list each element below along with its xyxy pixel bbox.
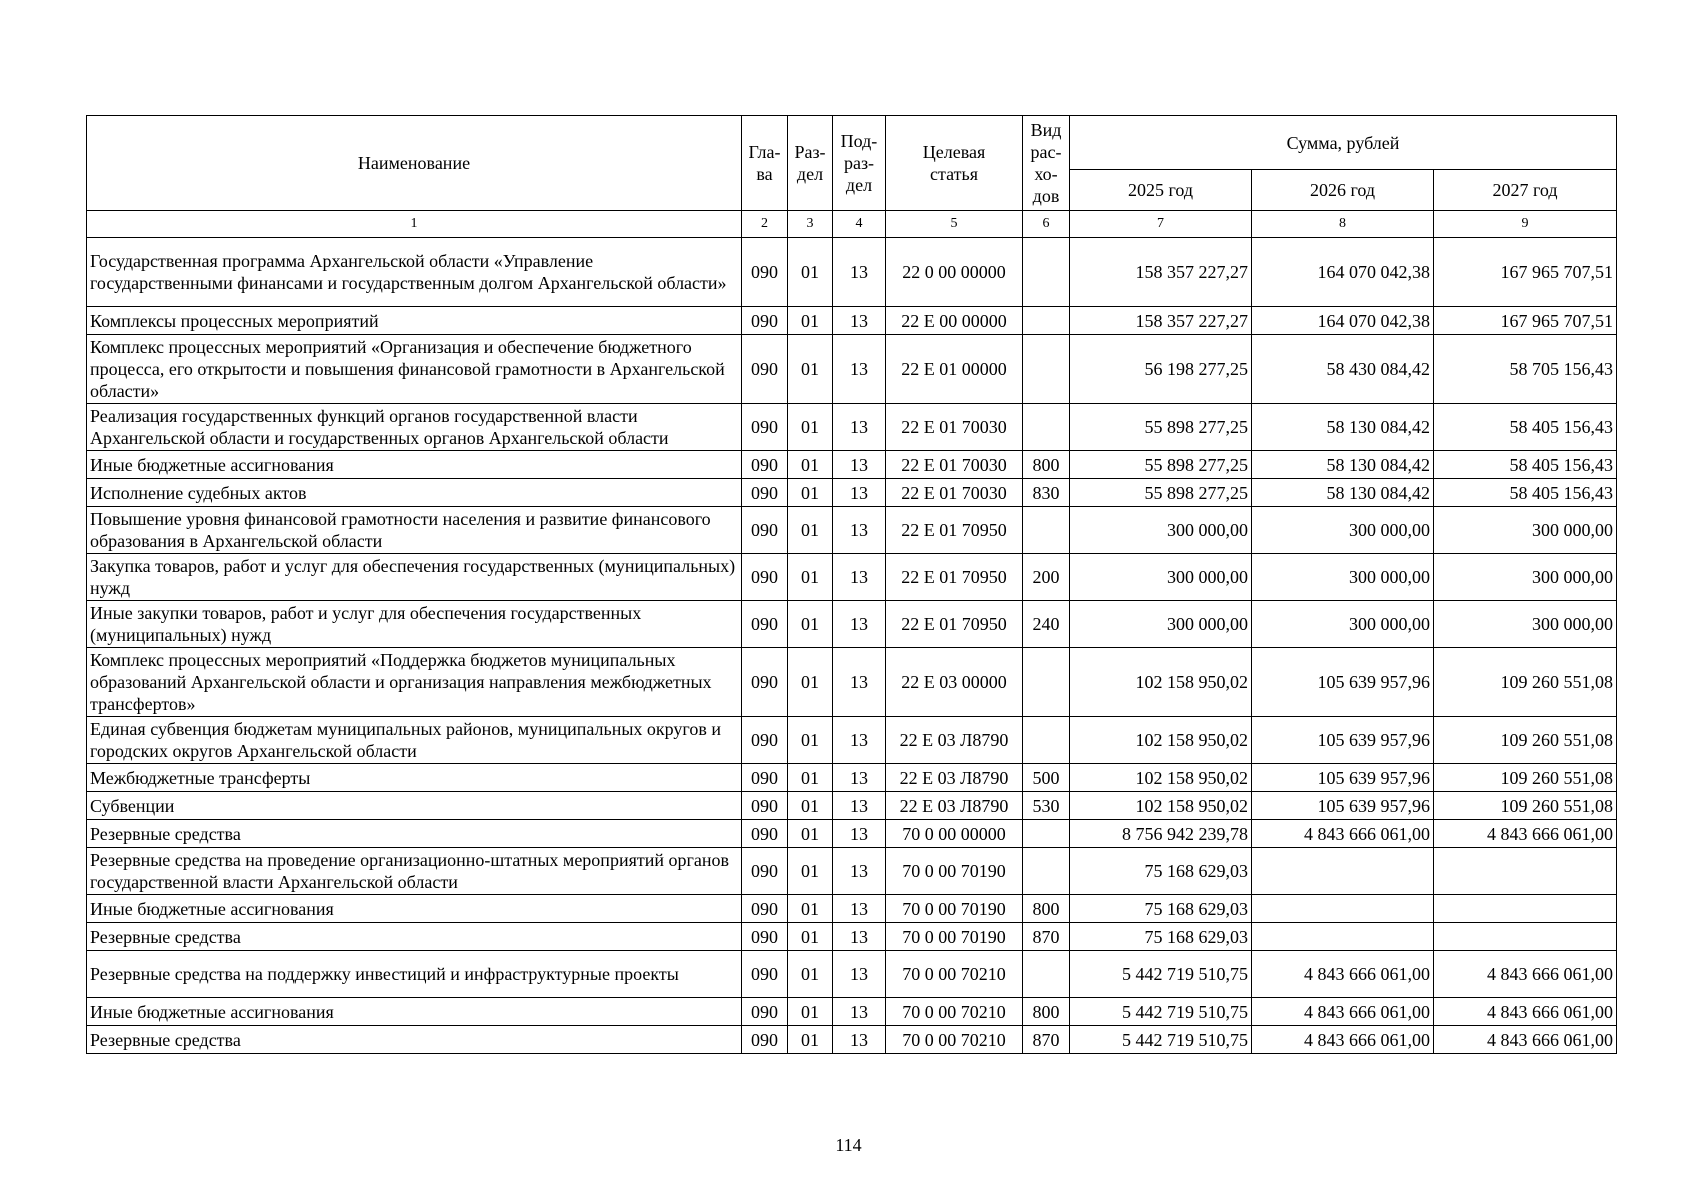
row-amount-2025: 300 000,00 [1070, 554, 1252, 601]
row-razdel: 01 [788, 554, 833, 601]
row-glava: 090 [742, 307, 788, 335]
row-vid-rashodov [1023, 648, 1070, 717]
row-amount-2026: 105 639 957,96 [1252, 648, 1434, 717]
row-glava: 090 [742, 895, 788, 923]
row-razdel: 01 [788, 307, 833, 335]
row-celevaya-statya: 22 Е 00 00000 [886, 307, 1023, 335]
col-number: 4 [833, 211, 886, 238]
row-amount-2026: 58 130 084,42 [1252, 451, 1434, 479]
col-header-year-2027: 2027 год [1434, 170, 1617, 211]
row-celevaya-statya: 70 0 00 70210 [886, 951, 1023, 998]
row-name: Межбюджетные трансферты [87, 764, 742, 792]
row-name: Комплекс процессных мероприятий «Организация и обеспечение бюджетного процесса, его открытости и повышения финансовой грамотности в Архангельской области» [87, 335, 742, 404]
row-amount-2027: 4 843 666 061,00 [1434, 820, 1617, 848]
row-name: Государственная программа Архангельской области «Управление государственными финансами и государственным долгом Архангельской области» [87, 238, 742, 307]
row-glava: 090 [742, 848, 788, 895]
row-glava: 090 [742, 451, 788, 479]
row-razdel: 01 [788, 717, 833, 764]
row-celevaya-statya: 22 Е 01 70950 [886, 507, 1023, 554]
row-podrazdel: 13 [833, 848, 886, 895]
row-amount-2025: 75 168 629,03 [1070, 848, 1252, 895]
row-vid-rashodov [1023, 238, 1070, 307]
row-amount-2027: 58 405 156,43 [1434, 451, 1617, 479]
table-row [87, 601, 1617, 648]
row-celevaya-statya: 22 0 00 00000 [886, 238, 1023, 307]
row-celevaya-statya: 22 Е 01 70030 [886, 479, 1023, 507]
col-number: 8 [1252, 211, 1434, 238]
row-celevaya-statya: 70 0 00 70210 [886, 1026, 1023, 1054]
table-row [87, 648, 1617, 717]
row-razdel: 01 [788, 764, 833, 792]
budget-table [86, 115, 1617, 1054]
row-celevaya-statya: 22 Е 03 00000 [886, 648, 1023, 717]
row-vid-rashodov [1023, 507, 1070, 554]
col-number: 1 [87, 211, 742, 238]
row-amount-2027 [1434, 923, 1617, 951]
row-amount-2025: 158 357 227,27 [1070, 307, 1252, 335]
table-row [87, 792, 1617, 820]
row-amount-2027: 167 965 707,51 [1434, 307, 1617, 335]
row-name: Закупка товаров, работ и услуг для обеспечения государственных (муниципальных) нужд [87, 554, 742, 601]
row-razdel: 01 [788, 451, 833, 479]
table-row [87, 238, 1617, 307]
row-name: Иные закупки товаров, работ и услуг для обеспечения государственных (муниципальных) нужд [87, 601, 742, 648]
row-podrazdel: 13 [833, 951, 886, 998]
row-name: Резервные средства на проведение организационно-штатных мероприятий органов государственной власти Архангельской области [87, 848, 742, 895]
row-glava: 090 [742, 764, 788, 792]
col-number: 6 [1023, 211, 1070, 238]
col-header-vid-rashodov: Вид рас- хо- дов [1023, 116, 1070, 211]
row-celevaya-statya: 22 Е 01 70030 [886, 404, 1023, 451]
row-amount-2027: 109 260 551,08 [1434, 717, 1617, 764]
table-row [87, 717, 1617, 764]
row-amount-2026: 4 843 666 061,00 [1252, 1026, 1434, 1054]
row-vid-rashodov [1023, 717, 1070, 764]
row-name: Резервные средства [87, 923, 742, 951]
row-amount-2026: 58 130 084,42 [1252, 404, 1434, 451]
table-row [87, 451, 1617, 479]
row-razdel: 01 [788, 792, 833, 820]
row-amount-2025: 102 158 950,02 [1070, 792, 1252, 820]
col-header-year-2026: 2026 год [1252, 170, 1434, 211]
row-podrazdel: 13 [833, 507, 886, 554]
budget-document [86, 115, 1616, 1054]
row-podrazdel: 13 [833, 601, 886, 648]
row-amount-2026: 58 130 084,42 [1252, 479, 1434, 507]
row-glava: 090 [742, 820, 788, 848]
row-glava: 090 [742, 507, 788, 554]
row-amount-2027: 58 705 156,43 [1434, 335, 1617, 404]
row-amount-2026: 164 070 042,38 [1252, 238, 1434, 307]
row-razdel: 01 [788, 923, 833, 951]
row-podrazdel: 13 [833, 820, 886, 848]
col-header-podrazdel: Под- раз- дел [833, 116, 886, 211]
row-amount-2027: 109 260 551,08 [1434, 792, 1617, 820]
row-celevaya-statya: 22 Е 01 70030 [886, 451, 1023, 479]
row-vid-rashodov: 870 [1023, 923, 1070, 951]
row-name: Единая субвенция бюджетам муниципальных районов, муниципальных округов и городских округов Архангельской области [87, 717, 742, 764]
row-name: Реализация государственных функций органов государственной власти Архангельской области и государственных органов Архангельской области [87, 404, 742, 451]
row-celevaya-statya: 70 0 00 70190 [886, 923, 1023, 951]
row-amount-2027: 109 260 551,08 [1434, 648, 1617, 717]
row-amount-2026: 300 000,00 [1252, 507, 1434, 554]
row-podrazdel: 13 [833, 648, 886, 717]
row-amount-2027: 4 843 666 061,00 [1434, 1026, 1617, 1054]
row-vid-rashodov: 800 [1023, 895, 1070, 923]
row-amount-2025: 55 898 277,25 [1070, 404, 1252, 451]
row-vid-rashodov: 800 [1023, 998, 1070, 1026]
table-row [87, 895, 1617, 923]
row-amount-2025: 75 168 629,03 [1070, 895, 1252, 923]
row-name: Исполнение судебных актов [87, 479, 742, 507]
row-vid-rashodov: 500 [1023, 764, 1070, 792]
row-vid-rashodov [1023, 820, 1070, 848]
row-amount-2027: 4 843 666 061,00 [1434, 951, 1617, 998]
row-podrazdel: 13 [833, 717, 886, 764]
row-podrazdel: 13 [833, 238, 886, 307]
col-header-celevaya-statya: Целевая статья [886, 116, 1023, 211]
row-vid-rashodov [1023, 848, 1070, 895]
row-vid-rashodov: 240 [1023, 601, 1070, 648]
row-name: Субвенции [87, 792, 742, 820]
row-razdel: 01 [788, 895, 833, 923]
row-amount-2026: 300 000,00 [1252, 554, 1434, 601]
row-podrazdel: 13 [833, 792, 886, 820]
row-glava: 090 [742, 923, 788, 951]
row-razdel: 01 [788, 601, 833, 648]
col-number: 3 [788, 211, 833, 238]
row-podrazdel: 13 [833, 335, 886, 404]
row-amount-2025: 75 168 629,03 [1070, 923, 1252, 951]
table-row [87, 951, 1617, 998]
row-glava: 090 [742, 238, 788, 307]
row-razdel: 01 [788, 404, 833, 451]
col-header-summa: Сумма, рублей [1070, 116, 1617, 170]
row-razdel: 01 [788, 848, 833, 895]
row-amount-2027: 4 843 666 061,00 [1434, 998, 1617, 1026]
row-celevaya-statya: 22 Е 01 70950 [886, 601, 1023, 648]
row-glava: 090 [742, 792, 788, 820]
row-amount-2025: 8 756 942 239,78 [1070, 820, 1252, 848]
row-name: Иные бюджетные ассигнования [87, 895, 742, 923]
row-name: Резервные средства [87, 820, 742, 848]
row-name: Иные бюджетные ассигнования [87, 451, 742, 479]
row-vid-rashodov: 800 [1023, 451, 1070, 479]
row-name: Иные бюджетные ассигнования [87, 998, 742, 1026]
row-glava: 090 [742, 998, 788, 1026]
row-amount-2027: 300 000,00 [1434, 554, 1617, 601]
col-number: 9 [1434, 211, 1617, 238]
row-podrazdel: 13 [833, 895, 886, 923]
row-glava: 090 [742, 479, 788, 507]
row-razdel: 01 [788, 238, 833, 307]
table-row [87, 998, 1617, 1026]
row-amount-2025: 5 442 719 510,75 [1070, 1026, 1252, 1054]
row-glava: 090 [742, 1026, 788, 1054]
row-razdel: 01 [788, 1026, 833, 1054]
col-header-name: Наименование [87, 116, 742, 211]
row-glava: 090 [742, 717, 788, 764]
row-podrazdel: 13 [833, 923, 886, 951]
col-number: 7 [1070, 211, 1252, 238]
row-razdel: 01 [788, 998, 833, 1026]
row-name: Повышение уровня финансовой грамотности населения и развитие финансового образования в Архангельской области [87, 507, 742, 554]
col-number: 5 [886, 211, 1023, 238]
row-amount-2025: 55 898 277,25 [1070, 451, 1252, 479]
row-amount-2025: 300 000,00 [1070, 601, 1252, 648]
row-glava: 090 [742, 601, 788, 648]
row-glava: 090 [742, 335, 788, 404]
row-razdel: 01 [788, 335, 833, 404]
row-podrazdel: 13 [833, 554, 886, 601]
row-podrazdel: 13 [833, 1026, 886, 1054]
row-amount-2026 [1252, 923, 1434, 951]
row-celevaya-statya: 22 Е 03 Л8790 [886, 717, 1023, 764]
row-glava: 090 [742, 951, 788, 998]
row-amount-2025: 55 898 277,25 [1070, 479, 1252, 507]
row-name: Резервные средства [87, 1026, 742, 1054]
row-amount-2027: 58 405 156,43 [1434, 479, 1617, 507]
row-amount-2026: 105 639 957,96 [1252, 717, 1434, 764]
row-amount-2027: 300 000,00 [1434, 507, 1617, 554]
page-number: 114 [835, 1135, 862, 1155]
row-name: Комплексы процессных мероприятий [87, 307, 742, 335]
table-row [87, 507, 1617, 554]
col-header-razdel: Раз- дел [788, 116, 833, 211]
row-vid-rashodov: 830 [1023, 479, 1070, 507]
row-celevaya-statya: 70 0 00 00000 [886, 820, 1023, 848]
row-vid-rashodov: 530 [1023, 792, 1070, 820]
row-name: Комплекс процессных мероприятий «Поддержка бюджетов муниципальных образований Архангельской области и организация направления межбюджетных трансфертов» [87, 648, 742, 717]
col-number: 2 [742, 211, 788, 238]
table-row [87, 820, 1617, 848]
table-row [87, 404, 1617, 451]
row-glava: 090 [742, 404, 788, 451]
row-podrazdel: 13 [833, 451, 886, 479]
row-vid-rashodov: 870 [1023, 1026, 1070, 1054]
row-amount-2026: 4 843 666 061,00 [1252, 951, 1434, 998]
row-amount-2026: 164 070 042,38 [1252, 307, 1434, 335]
row-amount-2025: 5 442 719 510,75 [1070, 998, 1252, 1026]
row-celevaya-statya: 22 Е 01 70950 [886, 554, 1023, 601]
row-amount-2026 [1252, 895, 1434, 923]
row-amount-2026 [1252, 848, 1434, 895]
row-celevaya-statya: 22 Е 03 Л8790 [886, 792, 1023, 820]
row-amount-2027: 58 405 156,43 [1434, 404, 1617, 451]
row-amount-2025: 102 158 950,02 [1070, 648, 1252, 717]
row-amount-2025: 158 357 227,27 [1070, 238, 1252, 307]
row-vid-rashodov: 200 [1023, 554, 1070, 601]
row-name: Резервные средства на поддержку инвестиций и инфраструктурные проекты [87, 951, 742, 998]
row-amount-2026: 4 843 666 061,00 [1252, 998, 1434, 1026]
row-podrazdel: 13 [833, 479, 886, 507]
col-header-year-2025: 2025 год [1070, 170, 1252, 211]
row-vid-rashodov [1023, 307, 1070, 335]
table-header [87, 116, 1617, 238]
row-amount-2026: 300 000,00 [1252, 601, 1434, 648]
row-podrazdel: 13 [833, 307, 886, 335]
table-row [87, 479, 1617, 507]
row-celevaya-statya: 70 0 00 70190 [886, 895, 1023, 923]
row-amount-2025: 102 158 950,02 [1070, 764, 1252, 792]
table-body [87, 238, 1617, 1054]
row-amount-2026: 4 843 666 061,00 [1252, 820, 1434, 848]
row-vid-rashodov [1023, 404, 1070, 451]
row-celevaya-statya: 22 Е 01 00000 [886, 335, 1023, 404]
row-amount-2025: 5 442 719 510,75 [1070, 951, 1252, 998]
row-amount-2026: 58 430 084,42 [1252, 335, 1434, 404]
row-amount-2025: 56 198 277,25 [1070, 335, 1252, 404]
row-amount-2026: 105 639 957,96 [1252, 764, 1434, 792]
row-amount-2026: 105 639 957,96 [1252, 792, 1434, 820]
row-amount-2027 [1434, 848, 1617, 895]
row-celevaya-statya: 70 0 00 70210 [886, 998, 1023, 1026]
table-row [87, 848, 1617, 895]
row-glava: 090 [742, 554, 788, 601]
row-razdel: 01 [788, 951, 833, 998]
row-vid-rashodov [1023, 335, 1070, 404]
row-amount-2027: 300 000,00 [1434, 601, 1617, 648]
row-podrazdel: 13 [833, 404, 886, 451]
row-celevaya-statya: 22 Е 03 Л8790 [886, 764, 1023, 792]
col-header-glava: Гла- ва [742, 116, 788, 211]
table-row [87, 307, 1617, 335]
table-row [87, 554, 1617, 601]
row-podrazdel: 13 [833, 764, 886, 792]
table-row [87, 923, 1617, 951]
row-amount-2027: 109 260 551,08 [1434, 764, 1617, 792]
column-number-row [87, 211, 1617, 238]
table-row [87, 1026, 1617, 1054]
row-glava: 090 [742, 648, 788, 717]
table-row [87, 764, 1617, 792]
row-vid-rashodov [1023, 951, 1070, 998]
row-razdel: 01 [788, 648, 833, 717]
row-amount-2025: 102 158 950,02 [1070, 717, 1252, 764]
row-celevaya-statya: 70 0 00 70190 [886, 848, 1023, 895]
table-row [87, 335, 1617, 404]
row-amount-2027 [1434, 895, 1617, 923]
row-razdel: 01 [788, 507, 833, 554]
row-amount-2027: 167 965 707,51 [1434, 238, 1617, 307]
row-razdel: 01 [788, 820, 833, 848]
row-razdel: 01 [788, 479, 833, 507]
row-amount-2025: 300 000,00 [1070, 507, 1252, 554]
row-podrazdel: 13 [833, 998, 886, 1026]
